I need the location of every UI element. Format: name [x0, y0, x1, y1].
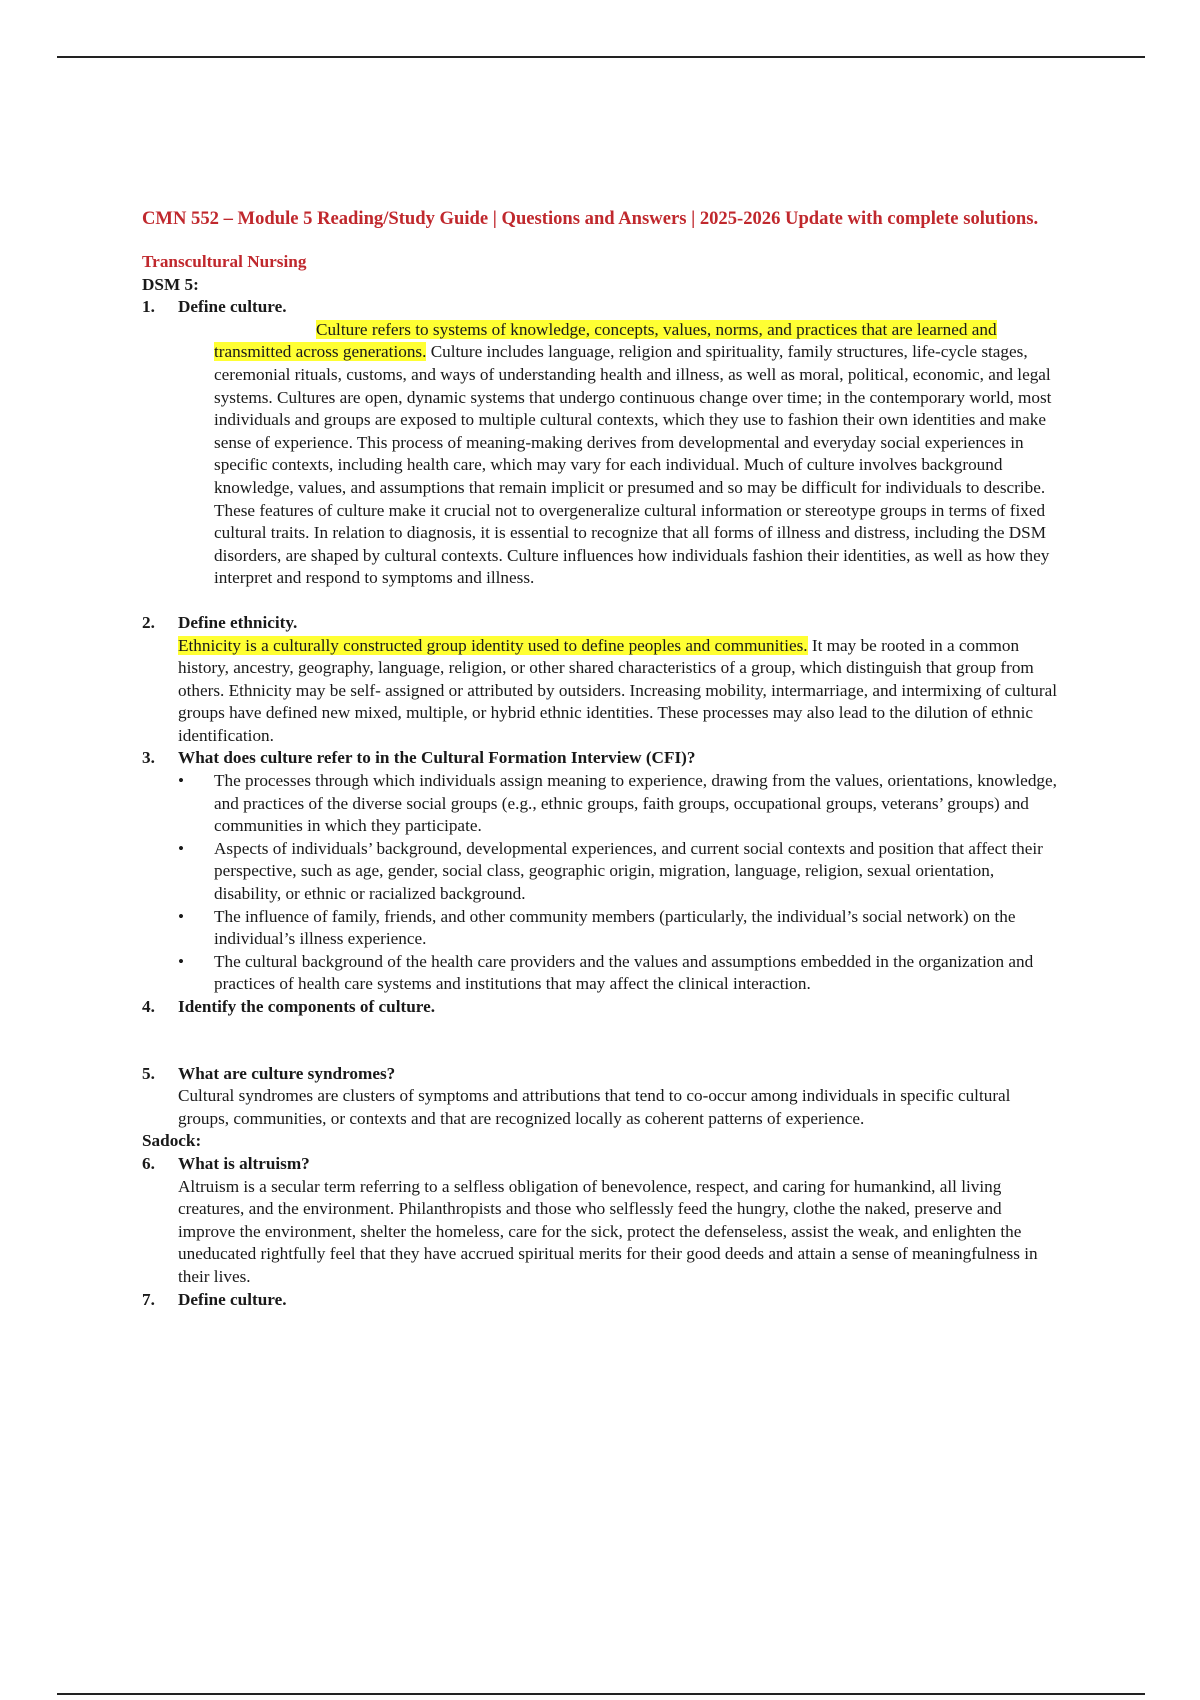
- document-title: CMN 552 – Module 5 Reading/Study Guide | Questions and Answers | 2025-2026 Update with complete solutions.: [142, 208, 1039, 229]
- question-number: 1.: [142, 297, 155, 317]
- highlighted-text: Culture refers to systems of knowledge, concepts, values, norms, and practices that are learned and transmitted across generations.: [214, 319, 997, 362]
- answer-body: It may be rooted in a common history, ancestry, geography, language, religion, or other shared characteristics of a group, which distinguish that group from others. Ethnicity may be self- assigned or attributed by outsiders. Increasing mobility, intermarriage, and intermixing of cultural groups have defined new mixed, multiple, or hybrid ethnic identities. These processes may also lead to the dilution of ethnic identification.: [178, 635, 1058, 745]
- question-number: 2.: [142, 612, 155, 632]
- question-title: Define culture.: [178, 1289, 287, 1309]
- bullet-item: • Aspects of individuals’ background, developmental experiences, and current social contexts and position that affect their perspective, such as age, gender, social class, geographic origin, migration, language, religion, sexual orientation, disability, or ethnic or racialized background.: [178, 838, 1043, 904]
- question-title: What does culture refer to in the Cultural Formation Interview (CFI)?: [178, 748, 696, 768]
- highlighted-text: Ethnicity is a culturally constructed group identity used to define peoples and communities.: [178, 635, 808, 655]
- bullet-glyph: •: [178, 771, 185, 791]
- bullet-item: • The processes through which individuals assign meaning to experience, drawing from the values, orientations, knowledge, and practices of the diverse social groups (e.g., ethnic groups, faith groups, occupational groups, veterans’ groups) and communities in which they participate.: [178, 771, 1057, 836]
- sadock-label: Sadock:: [142, 1131, 202, 1151]
- bullet-glyph: •: [178, 951, 185, 971]
- question-1: [142, 296, 1062, 590]
- question-2: [142, 612, 1062, 748]
- bullet-item: • The influence of family, friends, and other community members (particularly, the individual’s social network) on the individual’s illness experience.: [178, 906, 1016, 949]
- question-number: 4.: [142, 997, 155, 1016]
- bullet-list: [142, 770, 1062, 996]
- question-title: What are culture syndromes?: [178, 1063, 396, 1083]
- question-number: 6.: [142, 1153, 155, 1173]
- question-3: [142, 747, 1062, 770]
- question-title: Identify the components of culture.: [178, 997, 436, 1016]
- answer-text: [178, 635, 1062, 748]
- question-title: What is altruism?: [178, 1153, 310, 1173]
- answer-text: [178, 319, 1062, 590]
- answer-text: Altruism is a secular term referring to a selfless obligation of benevolence, respect, and caring for humankind, all living creatures, and the environment. Philanthropists and those who selflessly feed the hungry, clothe the naked, preserve and improve the environment, shelter the homeless, care for the sick, protect the defenseless, assist the weak, and enlighten the uneducated rightfully feel that they have accrued spiritual merits for their good deeds and attain a sense of meaningfulness in their lives.: [178, 1176, 1038, 1286]
- question-title: Define ethnicity.: [178, 612, 298, 632]
- top-rule: [57, 56, 1145, 58]
- question-number: 3.: [142, 748, 155, 768]
- question-title: Define culture.: [178, 297, 287, 317]
- dsm-label: DSM 5:: [142, 274, 199, 294]
- question-7: [142, 1289, 1062, 1312]
- answer-text: Cultural syndromes are clusters of symptoms and attributions that tend to co-occur among individuals in specific cultural groups, communities, or contexts and that are recognized locally as coherent patterns of experience.: [178, 1086, 1011, 1128]
- question-5: [142, 1063, 1062, 1131]
- question-number: 7.: [142, 1289, 155, 1309]
- document-body: [142, 206, 1062, 1311]
- bullet-glyph: •: [178, 906, 185, 926]
- bullet-glyph: •: [178, 838, 185, 858]
- question-number: 5.: [142, 1063, 155, 1083]
- bullet-item: • The cultural background of the health care providers and the values and assumptions embedded in the organization and practices of health care systems and institutions that may affect the clinical interaction.: [178, 951, 1034, 994]
- question-4: [142, 996, 1062, 1019]
- section-heading: Transcultural Nursing: [142, 252, 307, 271]
- bottom-rule: [57, 1693, 1145, 1695]
- answer-body: Culture includes language, religion and spirituality, family structures, life-cycle stages, ceremonial rituals, customs, and ways of understanding health and illness, as well as moral, political, economic, and legal systems. Cultures are open, dynamic systems that undergo continuous change over time; in the contemporary world, most individuals and groups are exposed to multiple cultural contexts, which they use to fashion their own identities and make sense of experience. This process of meaning-making derives from developmental and everyday social experiences in specific contexts, including health care, which may vary for each individual. Much of culture involves background knowledge, values, and assumptions that remain implicit or presumed and so may be difficult for individuals to describe. These features of culture make it crucial not to overgeneralize cultural information or stereotype groups in terms of fixed cultural traits. In relation to diagnosis, it is essential to recognize that all forms of illness and distress, including the DSM disorders, are shaped by cultural contexts. Culture influences how individuals fashion their identities, as well as how they interpret and respond to symptoms and illness.: [214, 342, 1052, 588]
- question-6: [142, 1153, 1062, 1289]
